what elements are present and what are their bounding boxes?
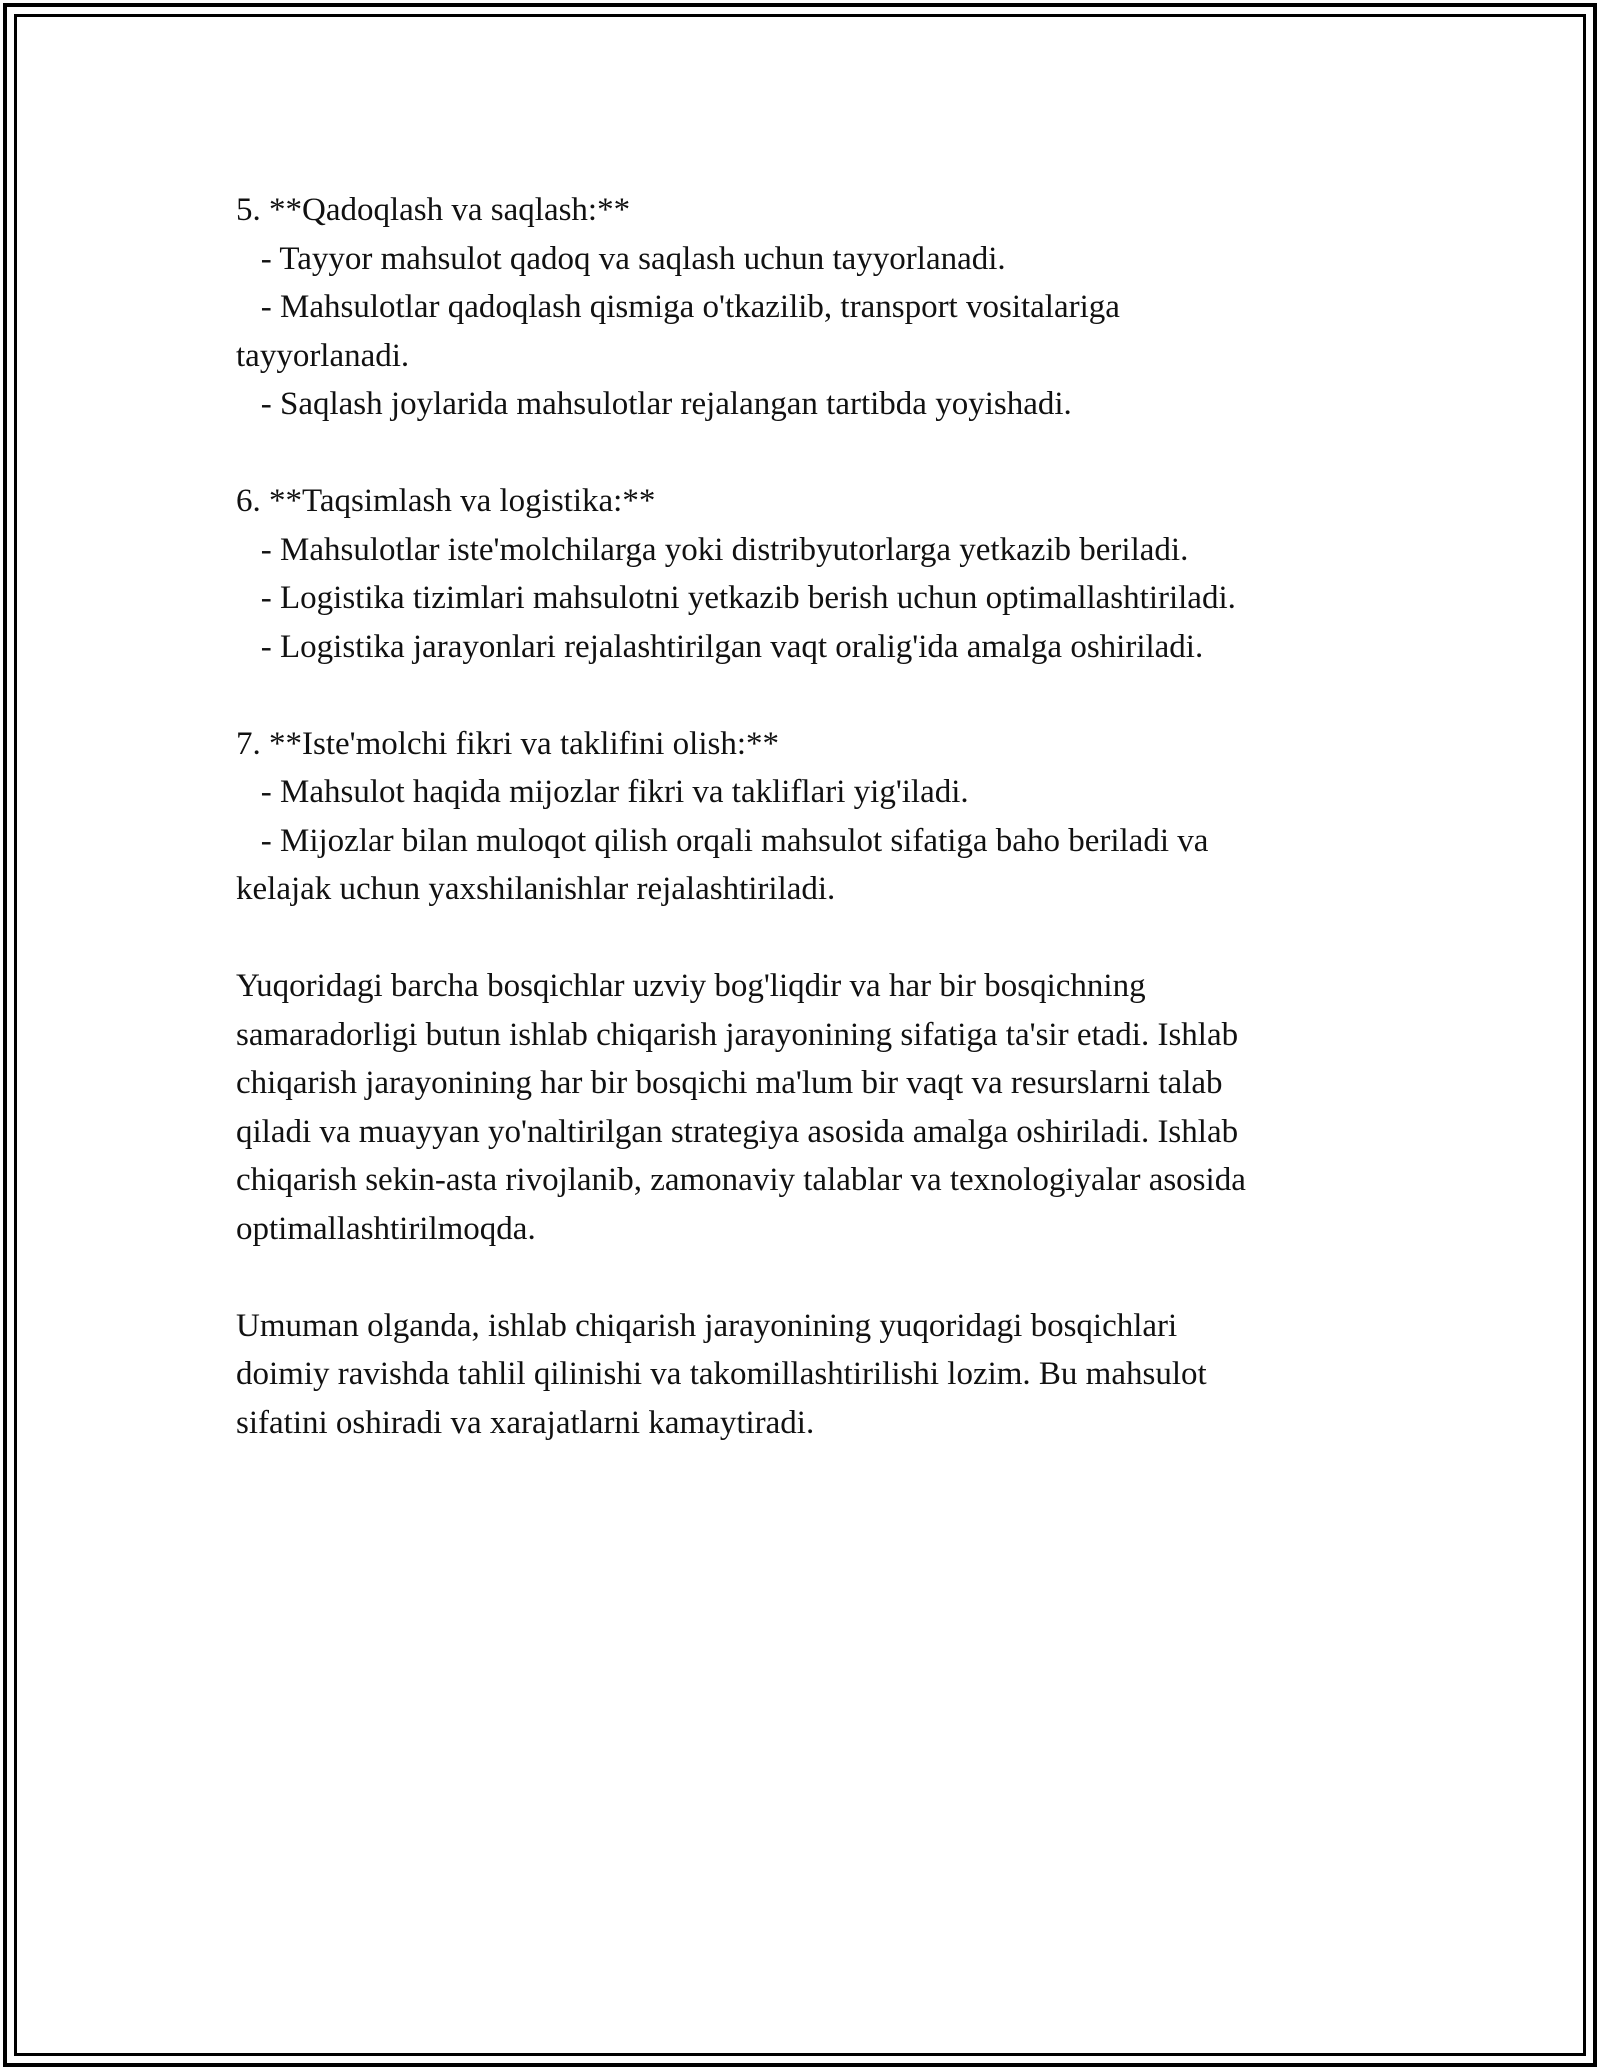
paragraph-conclusion <box>236 1302 1376 1448</box>
section-distribution <box>236 477 1376 671</box>
section-line: - Mahsulotlar qadoqlash qismiga o'tkazilib, transport vositalariga <box>236 289 1120 325</box>
section-line: - Logistika tizimlari mahsulotni yetkazib berish uchun optimallashtiriladi. <box>236 580 1236 616</box>
section-packaging <box>236 186 1376 429</box>
paragraph-line: chiqarish sekin-asta rivojlanib, zamonaviy talablar va texnologiyalar asosida <box>236 1162 1246 1198</box>
paragraph-summary <box>236 962 1376 1253</box>
document-body <box>236 186 1376 1447</box>
paragraph-line: doimiy ravishda tahlil qilinishi va takomillashtirilishi lozim. Bu mahsulot <box>236 1356 1207 1392</box>
spacer <box>236 429 1376 478</box>
paragraph-line: samaradorligi butun ishlab chiqarish jarayonining sifatiga ta'sir etadi. Ishlab <box>236 1016 1239 1053</box>
section-line: - Mahsulot haqida mijozlar fikri va takliflari yig'iladi. <box>236 774 969 810</box>
section-heading: 7. **Iste'molchi fikri va taklifini olish:** <box>236 725 780 762</box>
paragraph-line: qiladi va muayyan yo'naltirilgan strategiya asosida amalga oshiriladi. Ishlab <box>236 1113 1239 1150</box>
section-line: tayyorlanadi. <box>236 337 410 374</box>
spacer <box>236 1253 1376 1302</box>
section-line: - Mahsulotlar iste'molchilarga yoki distribyutorlarga yetkazib beriladi. <box>236 531 1189 568</box>
section-line: - Saqlash joylarida mahsulotlar rejalangan tartibda yoyishadi. <box>236 386 1072 422</box>
paragraph-line: Umuman olganda, ishlab chiqarish jarayonining yuqoridagi bosqichlari <box>236 1307 1178 1344</box>
spacer <box>236 671 1376 720</box>
spacer <box>236 914 1376 963</box>
paragraph-line: sifatini oshiradi va xarajatlarni kamaytiradi. <box>236 1404 815 1441</box>
section-feedback <box>236 720 1376 914</box>
paragraph-line: Yuqoridagi barcha bosqichlar uzviy bog'liqdir va har bir bosqichning <box>236 968 1146 1004</box>
section-heading: 6. **Taqsimlash va logistika:** <box>236 483 656 519</box>
section-line: - Tayyor mahsulot qadoq va saqlash uchun tayyorlanadi. <box>236 240 1006 277</box>
section-heading: 5. **Qadoqlash va saqlash:** <box>236 192 631 228</box>
section-line: kelajak uchun yaxshilanishlar rejalashtiriladi. <box>236 871 836 907</box>
paragraph-line: optimallashtirilmoqda. <box>236 1210 536 1247</box>
paragraph-line: chiqarish jarayonining har bir bosqichi ma'lum bir vaqt va resurslarni talab <box>236 1065 1223 1101</box>
section-line: - Logistika jarayonlari rejalashtirilgan vaqt oralig'ida amalga oshiriladi. <box>236 628 1204 665</box>
section-line: - Mijozlar bilan muloqot qilish orqali mahsulot sifatiga baho beriladi va <box>236 822 1209 859</box>
